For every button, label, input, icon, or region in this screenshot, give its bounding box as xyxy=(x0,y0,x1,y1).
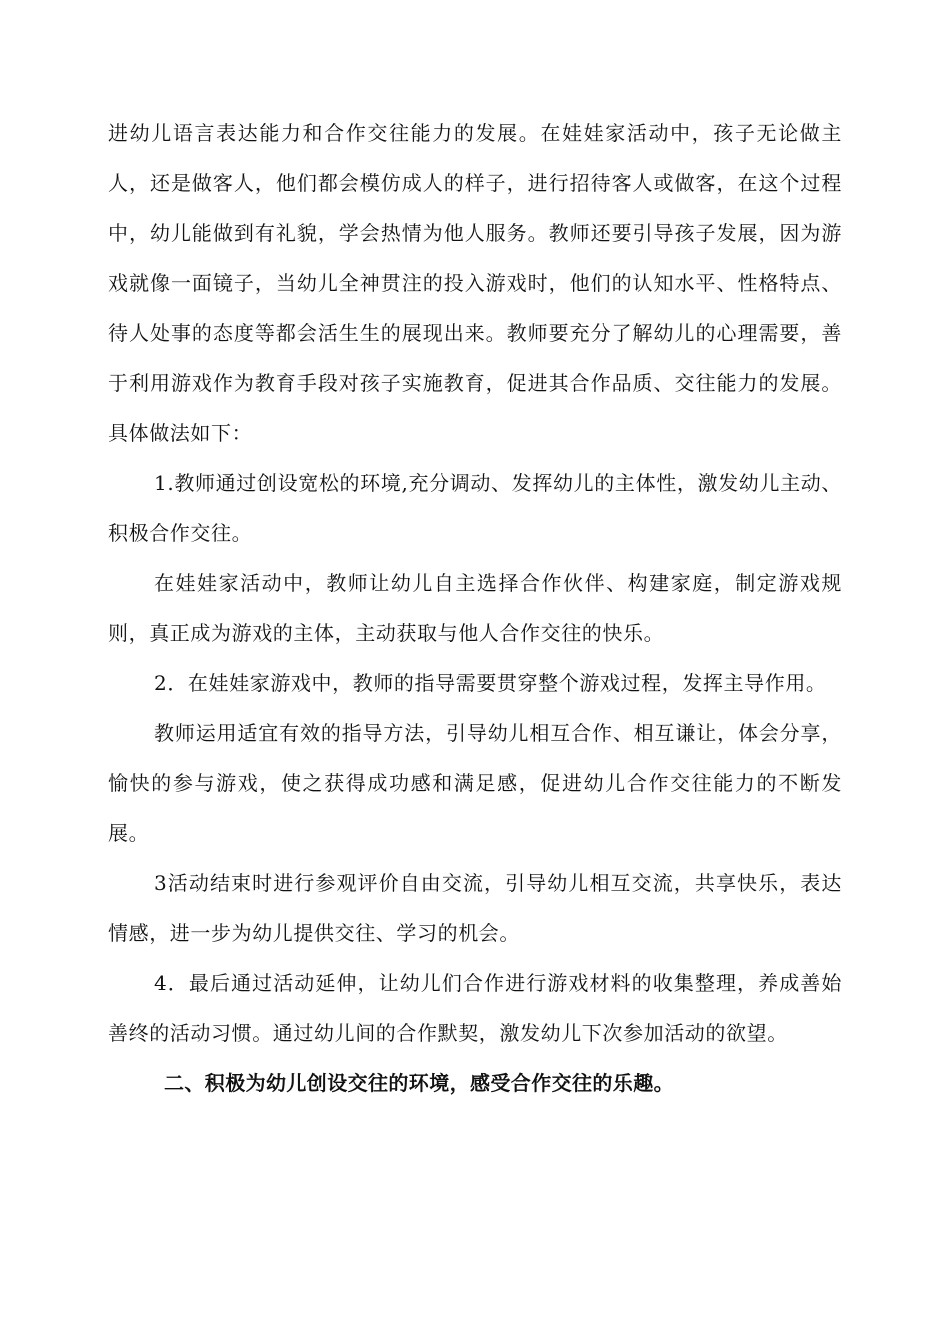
document-body xyxy=(108,108,842,1108)
paragraph-item-3: 3活动结束时进行参观评价自由交流，引导幼儿相互交流，共享快乐，表达情感，进一步为幼儿提供交往、学习的机会。 xyxy=(108,871,842,945)
paragraph-item-2: 2．在娃娃家游戏中，教师的指导需要贯穿整个游戏过程，发挥主导作用。 xyxy=(154,671,827,695)
paragraph-item-2-detail: 教师运用适宜有效的指导方法，引导幼儿相互合作、相互谦让，体会分享，愉快的参与游戏，使之获得成功感和满足感，促进幼儿合作交往能力的不断发展。 xyxy=(108,721,842,845)
paragraph-continuation: 进幼儿语言表达能力和合作交往能力的发展。在娃娃家活动中，孩子无论做主人，还是做客人，他们都会模仿成人的样子，进行招待客人或做客，在这个过程中，幼儿能做到有礼貌，学会热情为他人服务。教师还要引导孩子发展，因为游戏就像一面镜子，当幼儿全神贯注的投入游戏时，他们的认知水平、性格特点、待人处事的态度等都会活生生的展现出来。教师要充分了解幼儿的心理需要，善于利用游戏作为教育手段对孩子实施教育，促进其合作品质、交往能力的发展。具体做法如下： xyxy=(108,121,842,445)
paragraph-item-4: 4．最后通过活动延伸，让幼儿们合作进行游戏材料的收集整理，养成善始善终的活动习惯。通过幼儿间的合作默契，激发幼儿下次参加活动的欲望。 xyxy=(108,971,842,1045)
paragraph-item-1: 1.教师通过创设宽松的环境,充分调动、发挥幼儿的主体性，激发幼儿主动、积极合作交往。 xyxy=(108,471,842,545)
paragraph-item-1-detail: 在娃娃家活动中，教师让幼儿自主选择合作伙伴、构建家庭，制定游戏规则，真正成为游戏的主体，主动获取与他人合作交往的快乐。 xyxy=(108,571,842,645)
section-heading: 二、积极为幼儿创设交往的环境，感受合作交往的乐趣。 xyxy=(164,1071,674,1095)
